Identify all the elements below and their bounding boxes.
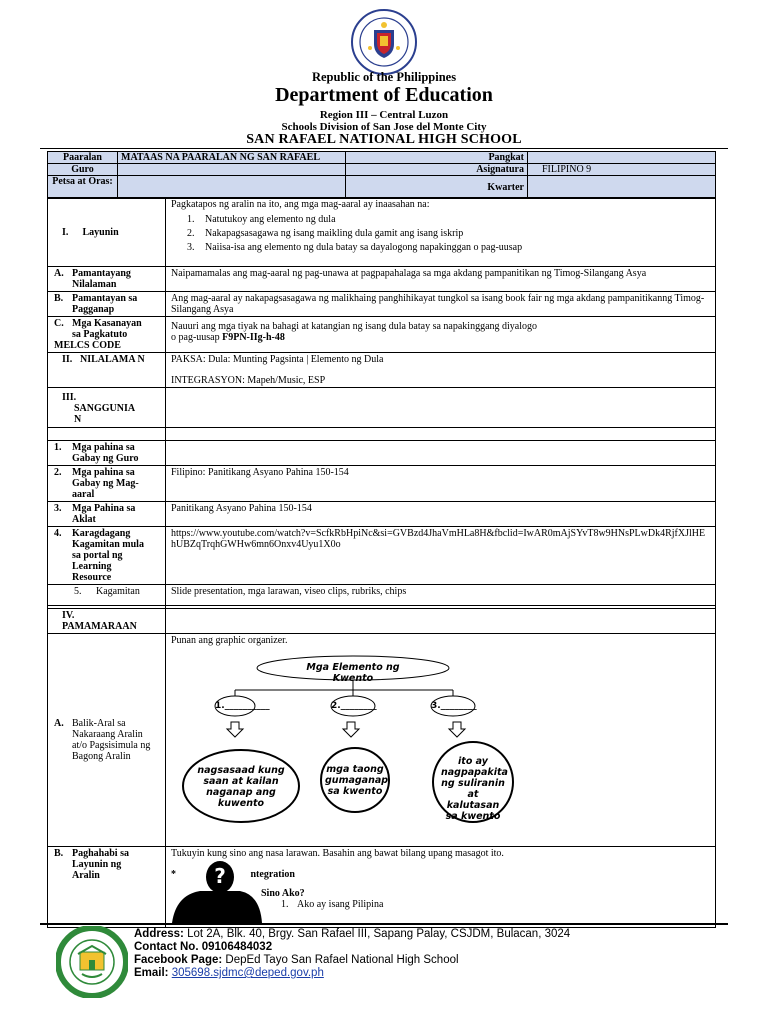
layunin-row: [48, 198, 716, 267]
department-heading: Department of Education: [275, 84, 493, 106]
nilalaman-row: [48, 353, 716, 388]
melcs-code: F9PN-IIg-h-48: [222, 332, 285, 343]
kasanayan-text-2: o pag-uusap: [171, 332, 220, 343]
source-link[interactable]: https://www.youtube.com/watch?v=ScfkRbHpiNc&si=GVBzd4JhaVmHLa8H&fbclid=IwAR0mAjSYvT8w9HNsPLwDk4RjfXJlHEhUBZqTrqhGWHw6mn6Onxv4Uyu1X0o: [166, 527, 716, 585]
oval-plot: ito ay nagpapakita ng suliranin at kalutasan sa kwento: [441, 756, 508, 822]
objectives-list: [171, 214, 710, 253]
footer-divider: [40, 923, 728, 925]
row-num: A.: [54, 718, 64, 729]
pamantayang-nilalaman-text: Naipamamalas ang mag-aaral ng pag-unawa at pagpapahalaga sa mga akdang pampanitikan ng Timog-Silangang Asya: [166, 267, 716, 292]
petsa-value: [118, 176, 346, 199]
row-num: III.: [62, 392, 77, 403]
row-label: Mga pahina sa Gabay ng Guro: [72, 442, 139, 464]
sanggunian-row: [48, 388, 716, 428]
paksa-text: PAKSA: Dula: Munting Pagsinta | Elemento ng Dula: [171, 354, 384, 365]
address-label: Address:: [134, 928, 184, 940]
address-text: Lot 2A, Blk. 40, Brgy. San Rafael III, Sapang Palay, CSJDM, Bulacan, 3024: [187, 928, 571, 940]
guro-label: Guro: [48, 164, 118, 176]
layunin-num: I.: [62, 226, 69, 238]
row-num: 2.: [54, 467, 62, 478]
petsa-label: Petsa at Oras:: [48, 176, 118, 199]
source-text: Panitikang Asyano Pahina 150-154: [166, 502, 716, 527]
svg-text:?: ?: [214, 864, 226, 888]
row-label: Pamantayang Nilalaman: [72, 268, 131, 290]
pamamaraan-row: [48, 609, 716, 634]
mystery-person-icon: [172, 861, 262, 923]
row-num: A.: [54, 268, 64, 279]
facebook-label: Facebook Page:: [134, 954, 223, 966]
division-heading: Schools Division of San Jose del Monte City: [281, 121, 487, 133]
layunin-intro: Pagkatapos ng aralin na ito, ang mga mag-aaral ay inaasahan na:: [171, 199, 430, 210]
email-link[interactable]: 305698.sjdmc@deped.gov.ph: [171, 967, 324, 979]
oval-characters: mga taong gumaganap sa kwento: [325, 764, 389, 797]
source-text: Filipino: Panitikang Asyano Pahina 150-154: [166, 466, 716, 502]
melcs-code-label: MELCS CODE: [54, 340, 121, 351]
row-label: Mga Kasanayan sa Pagkatuto: [72, 318, 142, 340]
paghahabi-row: B. Paghahabi sa Layunin ng Aralin Tukuyin kung sino ang nasa larawan. Basahin ang bawat bilang upang masagot ito. * ntegration Sino Ako? 1. Ako ay isang Pilipina ?: [48, 847, 716, 928]
row-label: Karagdagang Kagamitan mula sa portal ng Learning Resource: [72, 528, 144, 583]
objective-item: 2. Nakapagsasagawa ng isang maikling dula gamit ang isang iskrip: [197, 228, 710, 239]
kwarter-label: Kwarter: [346, 176, 528, 199]
pamantayan-pagganap-row: [48, 292, 716, 317]
pamantayan-pagganap-text: Ang mag-aaral ay nakapagsasagawa ng malikhaing panghihikayat tungkol sa isang book fair ng mga akdang pampanitikanng Timog-Silangang Asya: [166, 292, 716, 317]
source-row: [48, 441, 716, 466]
school-logo-icon: [56, 926, 128, 998]
integration-label: ntegration: [250, 869, 295, 880]
row-label: Mga pahina sa Gabay ng Mag-aaral: [72, 467, 139, 500]
republic-heading: Republic of the Philippines: [311, 70, 457, 84]
contact-label: Contact No.: [134, 941, 199, 953]
integrasyon-text: INTEGRASYON: Mapeh/Music, ESP: [171, 375, 326, 386]
row-label: Paghahabi sa Layunin ng Aralin: [72, 848, 129, 881]
asignatura-value: FILIPINO 9: [528, 164, 716, 176]
graphic-organizer: [171, 650, 531, 845]
row-label: PAMAMARAAN: [62, 621, 137, 632]
row-label: Kagamitan: [96, 586, 140, 597]
header-divider: [40, 148, 728, 149]
kwarter-value: [528, 176, 716, 199]
blank-3: 3.________: [431, 701, 477, 711]
source-row: [48, 466, 716, 502]
row-num: B.: [54, 848, 64, 859]
row-num: IV.: [62, 610, 75, 621]
row-label: Balik-Aral sa Nakaraang Aralin at/o Pagsisimula ng Bagong Aralin: [72, 718, 151, 762]
balik-aral-instruction: Punan ang graphic organizer.: [171, 635, 288, 646]
kasanayan-text: Nauuri ang mga tiyak na bahagi at katangian ng isang dula batay sa napakinggang diyalogo: [171, 321, 538, 332]
facebook-page: DepEd Tayo San Rafael National High School: [225, 954, 459, 966]
paaralan-value: MATAAS NA PAARALAN NG SAN RAFAEL: [118, 152, 346, 164]
row-label: Mga Pahina sa Aklat: [72, 503, 136, 525]
balik-aral-row: [48, 634, 716, 847]
row-label: NILALAMA N: [80, 354, 145, 365]
organizer-title: Mga Elemento ng Kwento: [306, 662, 400, 684]
row-num: II.: [62, 354, 73, 365]
lesson-plan-table: [47, 197, 716, 928]
row-label: Pamantayan sa Pagganap: [72, 293, 138, 315]
layunin-label: Layunin: [82, 226, 119, 238]
row-num: 3.: [54, 503, 62, 514]
paaralan-label: Paaralan: [48, 152, 118, 164]
guro-value: [118, 164, 346, 176]
pangkat-value: [528, 152, 716, 164]
row-num: 1.: [54, 442, 62, 453]
row-num: C.: [54, 318, 64, 329]
pamantayang-nilalaman-row: [48, 267, 716, 292]
sino-ako-heading: Sino Ako?: [261, 888, 305, 899]
source-row: [48, 585, 716, 606]
school-heading: SAN RAFAEL NATIONAL HIGH SCHOOL: [246, 132, 522, 147]
objective-item: 1. Natutukoy ang elemento ng dula: [197, 214, 710, 225]
oval-setting: nagsasaad kung saan at kailan naganap ang kuwento: [197, 765, 285, 809]
blank-2: 2.________: [331, 701, 377, 711]
blank-1: 1.__________: [215, 701, 270, 711]
row-num: 4.: [54, 528, 62, 539]
sino-item-1: Ako ay isang Pilipina: [297, 899, 384, 910]
contact-number: 09106484032: [201, 941, 273, 953]
objective-item: 3. Naiisa-isa ang elemento ng dula batay sa dayalogong napakinggan o pag-uusap: [197, 242, 710, 253]
source-row: [48, 502, 716, 527]
info-table: [47, 151, 716, 199]
asignatura-label: Asignatura: [346, 164, 528, 176]
source-text: [166, 441, 716, 466]
row-num: 5.: [74, 586, 82, 597]
row-num: B.: [54, 293, 64, 304]
row-label: SANGGUNIA N: [74, 403, 135, 425]
region-heading: Region III – Central Luzon: [319, 109, 449, 121]
source-text: Slide presentation, mga larawan, viseo clips, rubriks, chips: [166, 585, 716, 606]
paghahabi-instruction: Tukuyin kung sino ang nasa larawan. Basahin ang bawat bilang upang masagot ito.: [171, 848, 504, 859]
pangkat-label: Pangkat: [346, 152, 528, 164]
source-row: [48, 527, 716, 585]
kasanayan-row: [48, 317, 716, 353]
spacer-row: [48, 428, 716, 441]
deped-seal-icon: [350, 8, 418, 76]
integration-star: *: [171, 869, 176, 880]
email-label: Email:: [134, 967, 169, 979]
